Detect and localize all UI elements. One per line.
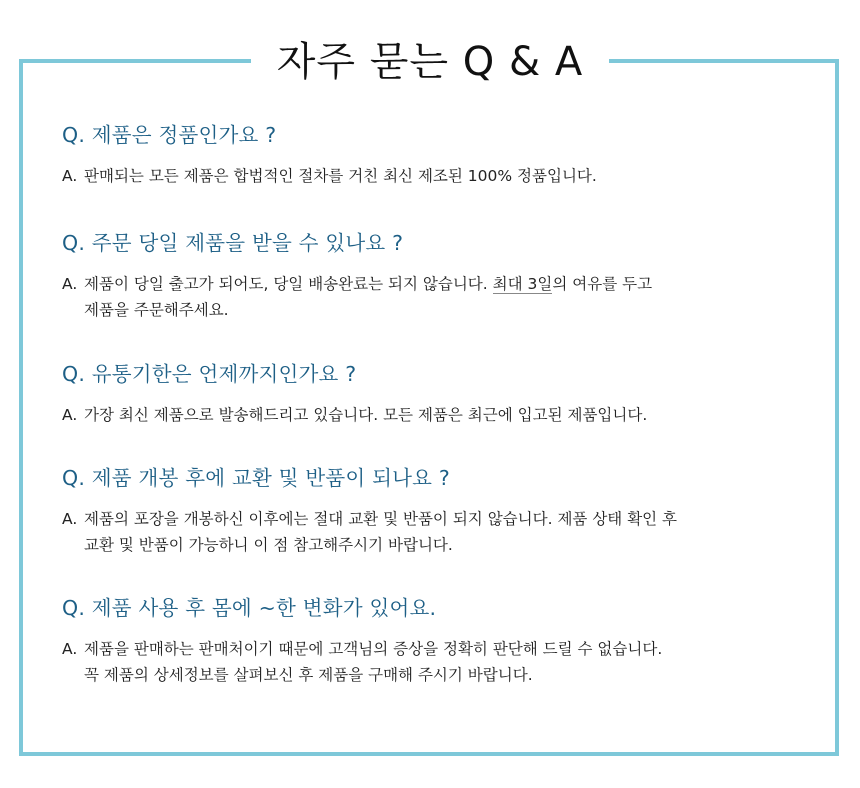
answer-body	[84, 506, 822, 558]
answer-1	[62, 163, 822, 189]
answer-body	[84, 271, 822, 323]
answer-prefix: A.	[62, 167, 78, 185]
page-title: 자주 묻는 Q & A	[251, 36, 609, 88]
answer-prefix: A.	[62, 275, 78, 293]
faq-item-1	[62, 121, 822, 189]
answer-line: 꼭 제품의 상세정보를 살펴보신 후 제품을 구매해 주시기 바랍니다.	[84, 666, 533, 684]
title-wrap	[0, 36, 860, 88]
answer-line: 가장 최신 제품으로 발송해드리고 있습니다. 모든 제품은 최근에 입고된 제품입니다.	[84, 406, 648, 424]
question-4: Q. 제품 개봉 후에 교환 및 반품이 되나요 ?	[62, 466, 450, 490]
question-5: Q. 제품 사용 후 몸에 ~한 변화가 있어요.	[62, 596, 437, 620]
answer-text: 제품이 당일 출고가 되어도, 당일 배송완료는 되지 않습니다.	[84, 275, 493, 293]
answer-5	[62, 636, 822, 688]
answer-line	[84, 271, 822, 297]
answer-line: 제품을 판매하는 판매처이기 때문에 고객님의 증상을 정확히 판단해 드릴 수 없습니다.	[84, 640, 663, 658]
question-2: Q. 주문 당일 제품을 받을 수 있나요 ?	[62, 231, 404, 255]
answer-3	[62, 402, 822, 428]
answer-underlined-text: 최대 3일	[492, 275, 553, 293]
answer-2	[62, 271, 822, 323]
faq-item-3	[62, 360, 822, 428]
answer-prefix: A.	[62, 406, 78, 424]
answer-line: 제품의 포장을 개봉하신 이후에는 절대 교환 및 반품이 되지 않습니다. 제품 상태 확인 후	[84, 510, 678, 528]
answer-line: 제품을 주문해주세요.	[84, 301, 229, 319]
answer-prefix: A.	[62, 640, 78, 658]
faq-item-2	[62, 229, 822, 323]
answer-line: 교환 및 반품이 가능하니 이 점 참고해주시기 바랍니다.	[84, 536, 453, 554]
faq-item-5	[62, 594, 822, 688]
question-3: Q. 유통기한은 언제까지인가요 ?	[62, 362, 357, 386]
answer-body	[84, 636, 822, 688]
answer-body	[84, 402, 822, 428]
answer-4	[62, 506, 822, 558]
answer-line: 판매되는 모든 제품은 합법적인 절차를 거친 최신 제조된 100% 정품입니다.	[84, 167, 597, 185]
answer-text: 의 여유를 두고	[552, 275, 653, 293]
question-1: Q. 제품은 정품인가요 ?	[62, 123, 277, 147]
answer-prefix: A.	[62, 510, 78, 528]
answer-body	[84, 163, 822, 189]
faq-item-4	[62, 464, 822, 558]
